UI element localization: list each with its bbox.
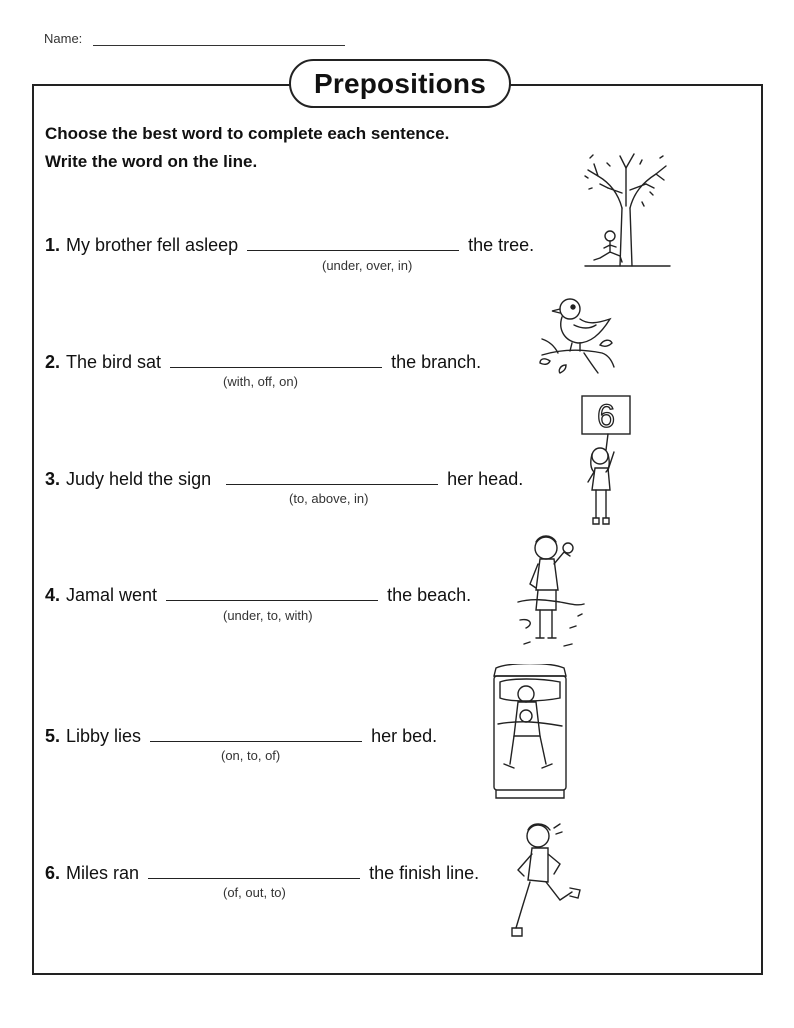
question-number: 3.: [45, 469, 61, 489]
question-number: 1.: [45, 235, 61, 255]
sign-number: 6: [597, 398, 615, 434]
instructions-line-2: Write the word on the line.: [45, 152, 258, 171]
question-3: [45, 468, 523, 490]
word-options: (of, out, to): [223, 885, 286, 900]
question-number: 6.: [45, 863, 61, 883]
bird-branch-icon: [538, 295, 618, 379]
sentence-end: the finish line.: [369, 863, 480, 883]
instructions-line-1: Choose the best word to complete each sentence.: [45, 124, 450, 143]
question-4: [45, 584, 471, 606]
sentence-start: The bird sat: [66, 352, 162, 372]
word-options: (on, to, of): [221, 748, 281, 763]
answer-blank[interactable]: [166, 584, 378, 601]
word-options: (under, over, in): [322, 258, 413, 273]
question-2: [45, 351, 481, 373]
page-title: Prepositions: [314, 67, 486, 99]
girl-bed-icon: [490, 664, 570, 802]
sentence-end: the branch.: [391, 352, 482, 372]
sentence-start: Libby lies: [66, 726, 142, 746]
instructions: [45, 120, 449, 176]
question-number: 2.: [45, 352, 61, 372]
girl-sign-icon: [578, 392, 634, 530]
title-badge: [289, 59, 511, 108]
answer-blank[interactable]: [247, 234, 459, 251]
word-options: (with, off, on): [223, 374, 298, 389]
sentence-end: the beach.: [387, 585, 472, 605]
boy-running-icon: [508, 818, 584, 944]
sentence-start: My brother fell asleep: [66, 235, 239, 255]
name-line[interactable]: [93, 45, 345, 46]
question-number: 4.: [45, 585, 61, 605]
boy-beach-icon: [516, 528, 586, 656]
answer-blank[interactable]: [150, 725, 362, 742]
sentence-start: Miles ran: [66, 863, 140, 883]
word-options: (under, to, with): [223, 608, 313, 623]
sentence-end: her bed.: [371, 726, 438, 746]
sentence-end: her head.: [447, 469, 524, 489]
tree-boy-icon: [580, 148, 672, 270]
question-1: [45, 234, 534, 256]
name-label: Name:: [44, 31, 83, 46]
answer-blank[interactable]: [226, 468, 438, 485]
answer-blank[interactable]: [170, 351, 382, 368]
question-number: 5.: [45, 726, 61, 746]
word-options: (to, above, in): [289, 491, 369, 506]
sentence-start: Jamal went: [66, 585, 158, 605]
sentence-start: Judy held the sign: [66, 469, 212, 489]
question-5: [45, 725, 437, 747]
answer-blank[interactable]: [148, 862, 360, 879]
sentence-end: the tree.: [468, 235, 535, 255]
question-6: [45, 862, 479, 884]
